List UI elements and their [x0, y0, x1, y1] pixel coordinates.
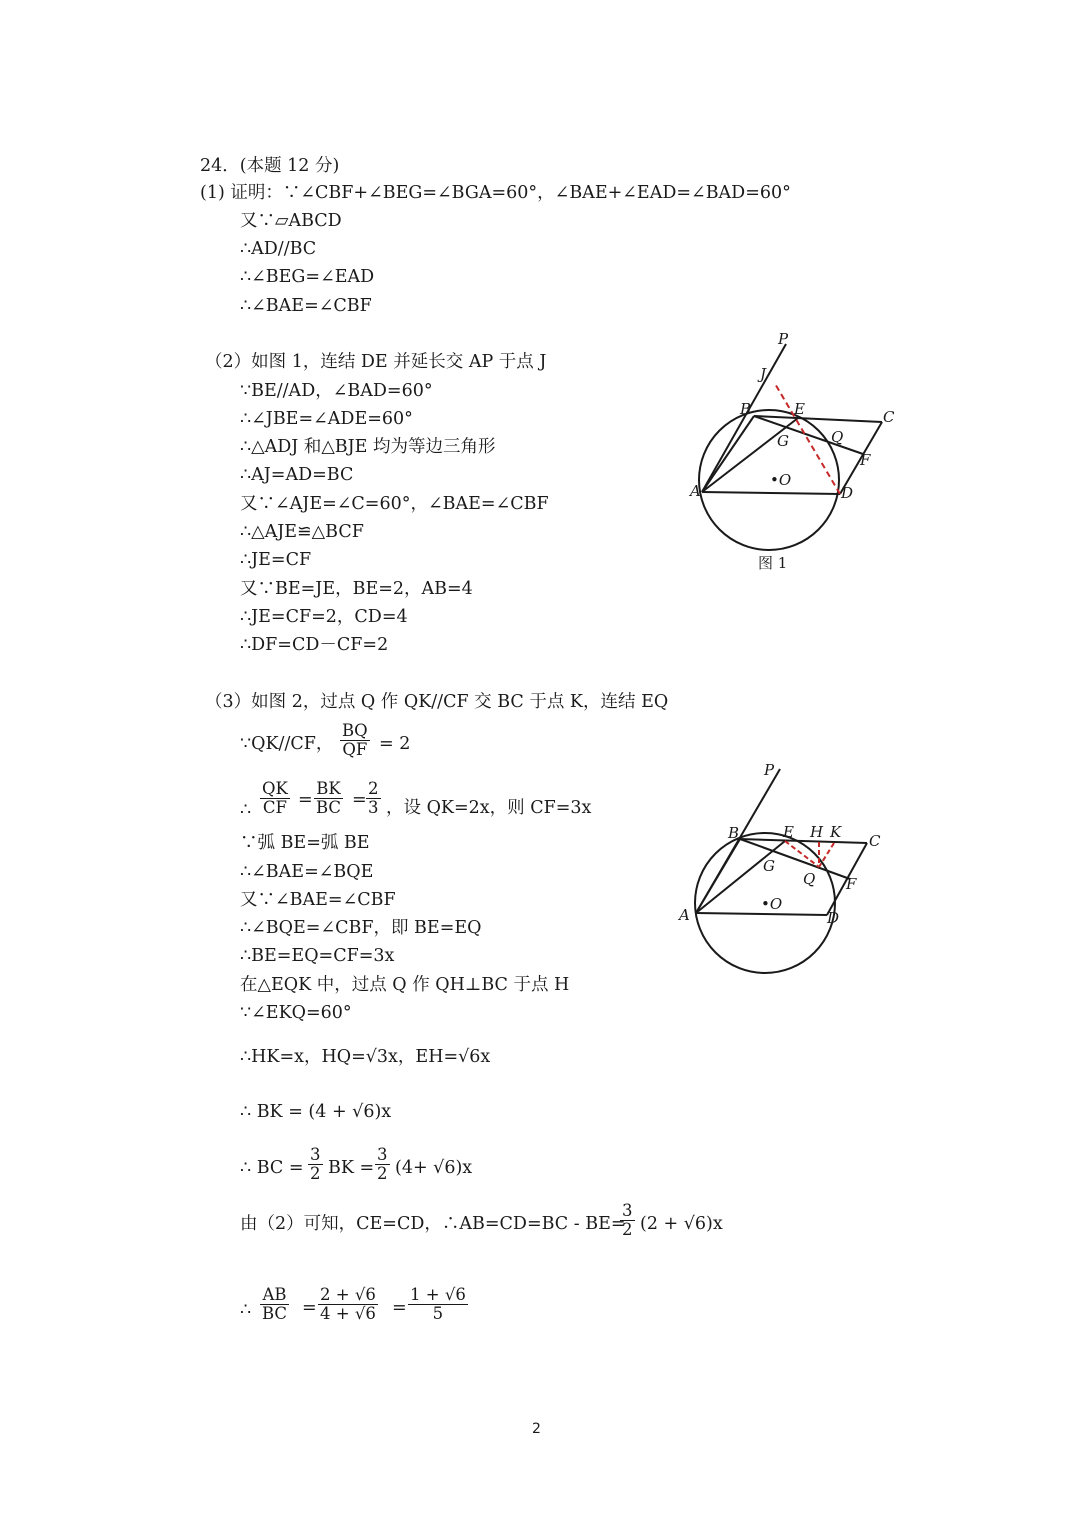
fig1-segment-ad — [702, 492, 840, 494]
part1-line-5: ∴∠BAE=∠CBF — [240, 296, 372, 316]
part2-line: ∴JE=CF=2，CD=4 — [240, 607, 408, 627]
fig2-label-b: B — [728, 824, 740, 842]
fraction-denominator: CF — [262, 798, 287, 817]
fraction-three-halves — [620, 1202, 635, 1239]
ce-prefix: 由（2）可知，CE=CD，∴AB=CD=BC - BE= — [240, 1214, 626, 1234]
fig1-label-f: F — [860, 451, 871, 469]
ratio-bq-qf — [340, 722, 370, 759]
part2-intro: （2）如图 1，连结 DE 并延长交 AP 于点 J — [205, 352, 547, 372]
fraction-denominator: 5 — [432, 1304, 444, 1323]
fig2-segment-ad — [696, 913, 827, 915]
part3-line: ∵∠EKQ=60° — [240, 1003, 352, 1023]
fraction-numerator: AB — [260, 1286, 289, 1305]
fig1-label-p: P — [778, 330, 789, 348]
fraction-three-halves — [375, 1146, 390, 1183]
part2-line: ∴DF=CD－CF=2 — [240, 635, 389, 655]
fraction-2-plus-root6 — [318, 1286, 378, 1323]
equals-sign: = — [352, 790, 367, 810]
fraction-numerator: 3 — [310, 1145, 321, 1164]
fig2-label-p: P — [764, 761, 775, 779]
fraction-denominator: 2 — [377, 1164, 388, 1183]
part2-line: ∵BE//AD，∠BAD=60° — [240, 381, 433, 401]
fig2-segment-bc — [740, 839, 867, 843]
fig1-label-j: J — [760, 365, 767, 383]
fraction-numerator: BK — [314, 780, 343, 799]
fig2-label-e: E — [783, 823, 794, 841]
part2-line: ∴△AJE≌△BCF — [240, 522, 364, 542]
fig1-caption: 图 1 — [758, 554, 788, 572]
bc-middle: BK = — [328, 1158, 375, 1178]
fig1-label-o: •O — [770, 471, 792, 489]
part2-line: ∴∠JBE=∠ADE=60° — [240, 409, 413, 429]
part3-let-statement: ，设 QK=2x，则 CF=3x — [386, 798, 592, 818]
ratio-value: = 2 — [379, 734, 411, 754]
problem-header: 24．(本题 12 分) — [200, 156, 340, 176]
part3-line: ∴BE=EQ=CF=3x — [240, 946, 395, 966]
part2-line: 又∵∠AJE=∠C=60°，∠BAE=∠CBF — [240, 494, 549, 514]
fig2-label-k: K — [830, 823, 842, 841]
therefore-symbol: ∴ — [240, 800, 252, 820]
fig2-label-f: F — [846, 875, 857, 893]
fraction-numerator: 1 + √6 — [410, 1285, 466, 1304]
fig1-label-q: Q — [831, 428, 844, 446]
part3-given-prefix: ∵QK//CF， — [240, 734, 334, 754]
figure-1-diagram — [680, 330, 910, 580]
fraction-ab-bc — [260, 1286, 289, 1323]
part1-line-1: (1) 证明：∵∠CBF+∠BEG=∠BGA=60°，∠BAE+∠EAD=∠BAD=60° — [200, 183, 791, 203]
part1-line-4: ∴∠BEG=∠EAD — [240, 267, 375, 287]
fig2-label-h: H — [810, 823, 824, 841]
fraction-two-thirds — [366, 780, 381, 817]
fraction-numerator: QK — [262, 779, 288, 798]
equals-sign: = — [302, 1298, 317, 1318]
figure-2-diagram — [670, 755, 900, 975]
fig2-label-c: C — [869, 832, 881, 850]
part3-line: ∴∠BAE=∠BQE — [240, 862, 374, 882]
fraction-1-plus-root6 — [408, 1286, 468, 1323]
fig1-label-b: B — [740, 400, 752, 418]
bc-tail: (4+ √6)x — [395, 1158, 473, 1178]
fig2-label-o: •O — [761, 895, 783, 913]
fraction-denominator: 2 — [622, 1220, 633, 1239]
fig1-label-a: A — [690, 482, 701, 500]
fraction-denominator: 4 + √6 — [320, 1304, 376, 1323]
fig2-label-d: D — [827, 909, 840, 927]
fraction-denominator: 3 — [368, 798, 379, 817]
fraction-three-halves — [308, 1146, 323, 1183]
fig1-ray-ap — [702, 344, 786, 492]
part2-line: ∴JE=CF — [240, 550, 312, 570]
part2-line: ∴△ADJ 和△BJE 均为等边三角形 — [240, 437, 496, 457]
fig1-segment-ab — [702, 416, 754, 492]
fraction-qk-cf — [260, 780, 290, 817]
fig2-label-q: Q — [803, 870, 816, 888]
fig1-segment-bc — [754, 416, 882, 422]
part3-line: ∴HK=x，HQ=√3x，EH=√6x — [240, 1047, 491, 1067]
part2-line: 又∵BE=JE，BE=2，AB=4 — [240, 579, 473, 599]
equals-sign: = — [392, 1298, 407, 1318]
fraction-numerator: 2 — [368, 779, 379, 798]
part3-intro: （3）如图 2，过点 Q 作 QK//CF 交 BC 于点 K，连结 EQ — [205, 692, 669, 712]
fig1-label-c: C — [883, 408, 895, 426]
fig2-label-g: G — [763, 857, 775, 875]
fraction-denominator: BC — [262, 1304, 288, 1323]
fig1-label-d: D — [841, 484, 854, 502]
therefore-symbol: ∴ — [240, 1300, 252, 1320]
fraction-denominator: 2 — [310, 1164, 321, 1183]
ce-tail: (2 + √6)x — [640, 1214, 723, 1234]
ratio-numerator: BQ — [342, 721, 368, 740]
part3-line: ∴ BK = (4 + √6)x — [240, 1102, 392, 1122]
part3-line: 在△EQK 中，过点 Q 作 QH⊥BC 于点 H — [240, 975, 570, 995]
part3-line: 又∵∠BAE=∠CBF — [240, 890, 396, 910]
fraction-bk-bc — [314, 780, 343, 817]
fraction-numerator: 3 — [377, 1145, 388, 1164]
bc-prefix: ∴ BC = — [240, 1158, 304, 1178]
part3-line: ∵弧 BE=弧 BE — [240, 833, 370, 853]
fraction-numerator: 3 — [622, 1201, 633, 1220]
page-number: 2 — [532, 1421, 541, 1437]
equals-sign: = — [298, 790, 313, 810]
fraction-denominator: BC — [316, 798, 342, 817]
part1-line-2: 又∵▱ABCD — [240, 211, 342, 231]
ratio-denominator: QF — [342, 740, 368, 759]
part3-line: ∴∠BQE=∠CBF，即 BE=EQ — [240, 918, 482, 938]
part1-line-3: ∴AD//BC — [240, 239, 317, 259]
fig2-dashed-kq — [819, 843, 834, 867]
part2-line: ∴AJ=AD=BC — [240, 465, 354, 485]
fraction-numerator: 2 + √6 — [320, 1285, 376, 1304]
fig1-label-e: E — [794, 400, 805, 418]
fig1-circle — [699, 410, 839, 550]
fig2-label-a: A — [679, 906, 690, 924]
fig1-label-g: G — [777, 432, 789, 450]
